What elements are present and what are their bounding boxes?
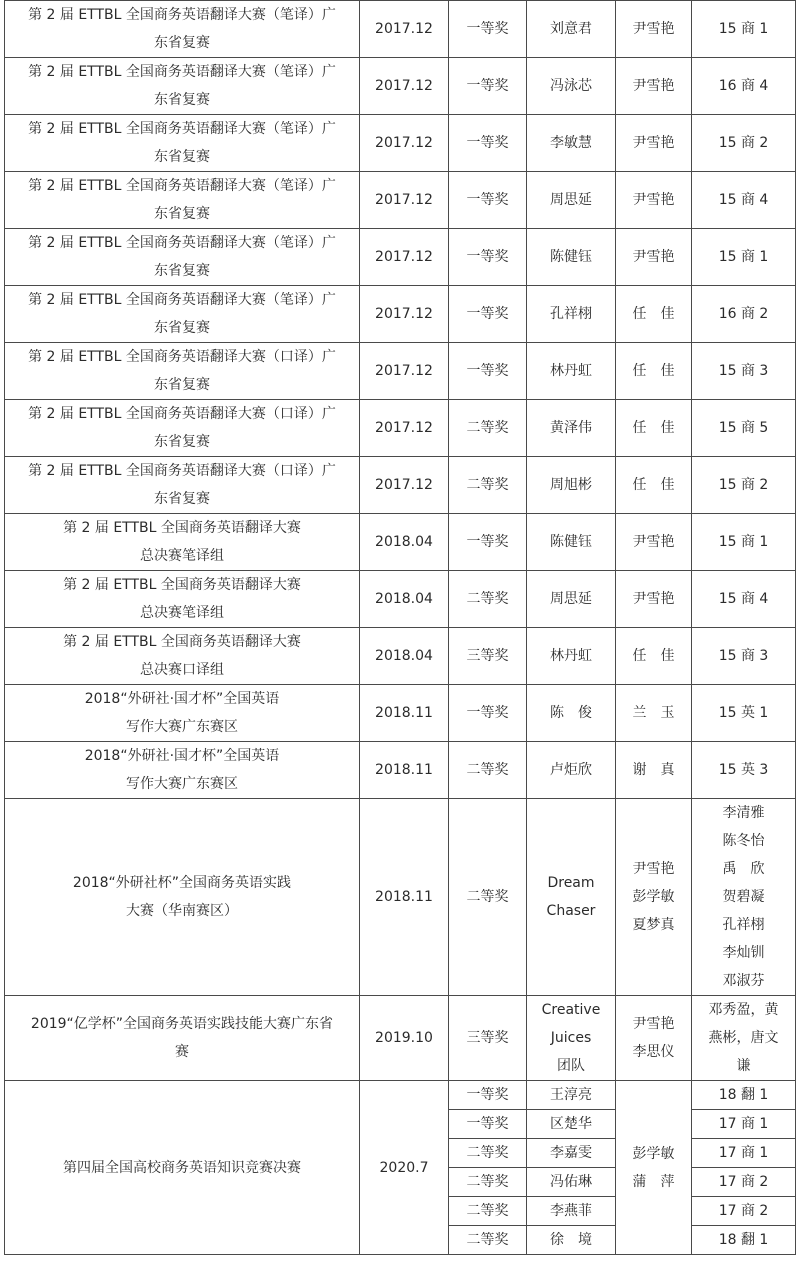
award-cell: 一等奖 xyxy=(449,514,527,571)
competition-cell xyxy=(5,685,360,742)
cell-line: 15 商 3 xyxy=(718,648,769,664)
cell-line: 尹雪艳 xyxy=(632,534,675,550)
class-cell xyxy=(692,628,796,685)
class-cell xyxy=(692,685,796,742)
cell-line: 15 商 4 xyxy=(718,192,769,208)
cell-line: 兰 玉 xyxy=(632,705,675,721)
class-cell xyxy=(692,571,796,628)
cell-line: 第 2 届 ETTBL 全国商务英语翻译大赛 xyxy=(63,634,301,650)
award-cell: 二等奖 xyxy=(449,400,527,457)
cell-line: 15 商 1 xyxy=(718,534,769,550)
table-row xyxy=(5,628,796,685)
table-row xyxy=(5,996,796,1081)
winner-cell xyxy=(527,628,616,685)
table-row xyxy=(5,514,796,571)
advisor-cell xyxy=(616,685,692,742)
cell-line: 东省复赛 xyxy=(154,434,210,450)
award-cell: 二等奖 xyxy=(449,799,527,996)
award-cell: 二等奖 xyxy=(449,571,527,628)
cell-line: 东省复赛 xyxy=(154,149,210,165)
cell-line: 邓秀盈，黄 xyxy=(708,1002,779,1018)
cell-line: 第 2 届 ETTBL 全国商务英语翻译大赛 xyxy=(63,520,301,536)
table-row xyxy=(5,457,796,514)
competition-cell xyxy=(5,1,360,58)
cell-line: 东省复赛 xyxy=(154,491,210,507)
table-row xyxy=(5,742,796,799)
date-cell: 2019.10 xyxy=(360,996,449,1081)
cell-line: 第 2 届 ETTBL 全国商务英语翻译大赛（笔译）广 xyxy=(28,292,336,308)
advisor-cell xyxy=(616,229,692,286)
advisor-cell xyxy=(616,571,692,628)
winner-cell xyxy=(527,115,616,172)
class-cell: 18 翻 1 xyxy=(692,1226,796,1255)
awards-table-body xyxy=(5,1,796,1255)
advisor-cell xyxy=(616,400,692,457)
cell-line: 赛 xyxy=(175,1044,189,1060)
class-cell xyxy=(692,229,796,286)
cell-line: 陈冬怡 xyxy=(722,833,765,849)
cell-line: 总决赛笔译组 xyxy=(140,548,224,564)
award-cell: 一等奖 xyxy=(449,1,527,58)
cell-line: 16 商 2 xyxy=(718,306,769,322)
competition-cell xyxy=(5,343,360,400)
advisor-cell xyxy=(616,628,692,685)
cell-line: 东省复赛 xyxy=(154,377,210,393)
date-cell: 2017.12 xyxy=(360,229,449,286)
cell-line: 第 2 届 ETTBL 全国商务英语翻译大赛（笔译）广 xyxy=(28,178,336,194)
cell-line: 尹雪艳 xyxy=(632,249,675,265)
cell-line: 任 佳 xyxy=(632,306,675,322)
table-row xyxy=(5,400,796,457)
competition-cell xyxy=(5,742,360,799)
winner-cell xyxy=(527,400,616,457)
date-cell: 2018.04 xyxy=(360,628,449,685)
award-cell: 一等奖 xyxy=(449,58,527,115)
cell-line: 蒲 萍 xyxy=(632,1173,675,1190)
cell-line: 尹雪艳 xyxy=(632,1016,675,1032)
cell-line: Chaser xyxy=(546,903,596,919)
cell-line: 15 英 3 xyxy=(718,762,769,778)
winner-cell xyxy=(527,799,616,996)
award-cell: 二等奖 xyxy=(449,1139,527,1168)
winner-cell xyxy=(527,571,616,628)
date-cell: 2018.11 xyxy=(360,742,449,799)
winner-cell: 王淳亮 xyxy=(527,1081,616,1110)
award-cell: 一等奖 xyxy=(449,115,527,172)
cell-line: 尹雪艳 xyxy=(632,21,675,37)
advisor-cell xyxy=(616,1081,692,1255)
advisor-cell xyxy=(616,58,692,115)
winner-cell: 冯佑琳 xyxy=(527,1168,616,1197)
winner-cell xyxy=(527,514,616,571)
cell-line: 周思延 xyxy=(550,591,592,607)
cell-line: 周旭彬 xyxy=(550,477,592,493)
cell-line: 黄泽伟 xyxy=(550,420,592,436)
date-cell: 2017.12 xyxy=(360,286,449,343)
cell-line: 东省复赛 xyxy=(154,92,210,108)
award-cell: 二等奖 xyxy=(449,457,527,514)
award-cell: 一等奖 xyxy=(449,286,527,343)
cell-line: 任 佳 xyxy=(632,363,675,379)
cell-line: 2018“外研社·国才杯”全国英语 xyxy=(84,748,280,764)
winner-cell xyxy=(527,343,616,400)
class-cell xyxy=(692,115,796,172)
table-row xyxy=(5,172,796,229)
winner-cell xyxy=(527,1,616,58)
competition-cell xyxy=(5,400,360,457)
cell-line: 15 商 4 xyxy=(718,591,769,607)
cell-line: 谢 真 xyxy=(632,762,675,778)
cell-line: 任 佳 xyxy=(632,648,675,664)
cell-line: 李灿钏 xyxy=(722,945,765,961)
cell-line: 15 商 1 xyxy=(718,21,769,37)
cell-line: 周思延 xyxy=(550,192,592,208)
award-cell: 一等奖 xyxy=(449,1110,527,1139)
cell-line: 刘意君 xyxy=(550,21,592,37)
date-cell: 2018.04 xyxy=(360,514,449,571)
table-row xyxy=(5,1081,796,1110)
advisor-cell xyxy=(616,996,692,1081)
date-cell: 2017.12 xyxy=(360,1,449,58)
class-cell xyxy=(692,799,796,996)
advisor-cell xyxy=(616,742,692,799)
winner-cell: 李嘉雯 xyxy=(527,1139,616,1168)
awards-table xyxy=(4,0,796,1255)
class-cell xyxy=(692,457,796,514)
winner-cell: 区楚华 xyxy=(527,1110,616,1139)
cell-line: 李清雅 xyxy=(722,805,765,821)
cell-line: 尹雪艳 xyxy=(632,78,675,94)
cell-line: 贺碧凝 xyxy=(722,889,765,905)
date-cell: 2018.11 xyxy=(360,685,449,742)
cell-line: 冯泳芯 xyxy=(550,78,592,94)
cell-line: 15 商 3 xyxy=(718,363,769,379)
table-row xyxy=(5,115,796,172)
competition-cell xyxy=(5,229,360,286)
award-cell: 一等奖 xyxy=(449,343,527,400)
competition-cell xyxy=(5,457,360,514)
cell-line: 第 2 届 ETTBL 全国商务英语翻译大赛 xyxy=(63,577,301,593)
cell-line: 15 商 2 xyxy=(718,477,769,493)
cell-line: 尹雪艳 xyxy=(632,192,675,208)
class-cell xyxy=(692,514,796,571)
advisor-cell xyxy=(616,799,692,996)
cell-line: 孔祥栩 xyxy=(722,917,765,933)
cell-line: 任 佳 xyxy=(632,477,675,493)
cell-line: 夏梦真 xyxy=(632,917,675,933)
advisor-cell xyxy=(616,115,692,172)
table-row xyxy=(5,685,796,742)
competition-cell xyxy=(5,571,360,628)
competition-cell xyxy=(5,115,360,172)
cell-line: 彭学敏 xyxy=(632,1145,675,1162)
date-cell: 2017.12 xyxy=(360,400,449,457)
winner-cell xyxy=(527,286,616,343)
cell-line: 15 商 5 xyxy=(718,420,769,436)
cell-line: 谦 xyxy=(736,1058,751,1074)
award-cell: 三等奖 xyxy=(449,628,527,685)
cell-line: 团队 xyxy=(557,1058,585,1074)
cell-line: 15 商 2 xyxy=(718,135,769,151)
class-cell: 17 商 1 xyxy=(692,1139,796,1168)
winner-cell xyxy=(527,996,616,1081)
cell-line: 李敏慧 xyxy=(550,135,592,151)
cell-line: 2019“亿学杯”全国商务英语实践技能大赛广东省 xyxy=(30,1016,334,1032)
table-row xyxy=(5,1,796,58)
cell-line: 林丹虹 xyxy=(550,363,592,379)
table-row xyxy=(5,229,796,286)
award-cell: 二等奖 xyxy=(449,1226,527,1255)
advisor-cell xyxy=(616,514,692,571)
winner-cell: 李燕菲 xyxy=(527,1197,616,1226)
cell-line: 第 2 届 ETTBL 全国商务英语翻译大赛（笔译）广 xyxy=(28,235,336,251)
class-cell: 17 商 1 xyxy=(692,1110,796,1139)
class-cell xyxy=(692,343,796,400)
cell-line: 东省复赛 xyxy=(154,263,210,279)
competition-cell: 第四届全国高校商务英语知识竞赛决赛 xyxy=(5,1081,360,1255)
cell-line: Creative xyxy=(541,1002,601,1018)
cell-line: 彭学敏 xyxy=(632,889,675,905)
advisor-cell xyxy=(616,457,692,514)
award-cell: 一等奖 xyxy=(449,172,527,229)
cell-line: 写作大赛广东赛区 xyxy=(126,719,238,735)
award-cell: 一等奖 xyxy=(449,229,527,286)
cell-line: 大赛（华南赛区） xyxy=(126,903,238,919)
cell-line: 第 2 届 ETTBL 全国商务英语翻译大赛（笔译）广 xyxy=(28,7,336,23)
advisor-cell xyxy=(616,343,692,400)
date-cell: 2017.12 xyxy=(360,115,449,172)
cell-line: 15 商 1 xyxy=(718,249,769,265)
cell-line: 尹雪艳 xyxy=(632,135,675,151)
cell-line: 东省复赛 xyxy=(154,35,210,51)
cell-line: 尹雪艳 xyxy=(632,591,675,607)
class-cell: 18 翻 1 xyxy=(692,1081,796,1110)
cell-line: 写作大赛广东赛区 xyxy=(126,776,238,792)
class-cell: 17 商 2 xyxy=(692,1168,796,1197)
date-cell: 2017.12 xyxy=(360,58,449,115)
advisor-cell xyxy=(616,172,692,229)
date-cell: 2018.04 xyxy=(360,571,449,628)
date-cell: 2017.12 xyxy=(360,343,449,400)
table-row xyxy=(5,286,796,343)
cell-line: 总决赛笔译组 xyxy=(140,605,224,621)
cell-line: Dream xyxy=(547,875,595,891)
class-cell xyxy=(692,996,796,1081)
advisor-cell xyxy=(616,1,692,58)
competition-cell xyxy=(5,628,360,685)
competition-cell xyxy=(5,996,360,1081)
class-cell xyxy=(692,58,796,115)
competition-cell xyxy=(5,286,360,343)
award-cell: 二等奖 xyxy=(449,742,527,799)
winner-cell xyxy=(527,685,616,742)
cell-line: 禹 欣 xyxy=(722,861,765,877)
advisor-cell xyxy=(616,286,692,343)
award-cell: 二等奖 xyxy=(449,1168,527,1197)
table-row xyxy=(5,799,796,996)
cell-line: 李思仪 xyxy=(632,1044,675,1060)
cell-line: 陈健钰 xyxy=(550,249,592,265)
date-cell: 2020.7 xyxy=(360,1081,449,1255)
winner-cell xyxy=(527,229,616,286)
cell-line: 15 英 1 xyxy=(718,705,769,721)
cell-line: 第 2 届 ETTBL 全国商务英语翻译大赛（口译）广 xyxy=(28,349,336,365)
cell-line: 邓淑芬 xyxy=(722,973,765,989)
award-cell: 一等奖 xyxy=(449,685,527,742)
cell-line: 第 2 届 ETTBL 全国商务英语翻译大赛（笔译）广 xyxy=(28,121,336,137)
cell-line: 林丹虹 xyxy=(550,648,592,664)
cell-line: 2018“外研社·国才杯”全国英语 xyxy=(84,691,280,707)
winner-cell xyxy=(527,457,616,514)
cell-line: 第 2 届 ETTBL 全国商务英语翻译大赛（口译）广 xyxy=(28,463,336,479)
winner-cell xyxy=(527,172,616,229)
award-cell: 二等奖 xyxy=(449,1197,527,1226)
cell-line: 第 2 届 ETTBL 全国商务英语翻译大赛（口译）广 xyxy=(28,406,336,422)
cell-line: 孔祥栩 xyxy=(550,306,592,322)
cell-line: 陈健钰 xyxy=(550,534,592,550)
cell-line: Juices xyxy=(550,1030,592,1046)
winner-cell xyxy=(527,742,616,799)
class-cell: 17 商 2 xyxy=(692,1197,796,1226)
class-cell xyxy=(692,172,796,229)
competition-cell xyxy=(5,799,360,996)
competition-cell xyxy=(5,172,360,229)
cell-line: 陈 俊 xyxy=(550,705,592,721)
table-row xyxy=(5,58,796,115)
table-row xyxy=(5,343,796,400)
class-cell xyxy=(692,1,796,58)
winner-cell xyxy=(527,58,616,115)
winner-cell: 徐 境 xyxy=(527,1226,616,1255)
cell-line: 东省复赛 xyxy=(154,320,210,336)
cell-line: 尹雪艳 xyxy=(632,861,675,877)
cell-line: 第 2 届 ETTBL 全国商务英语翻译大赛（笔译）广 xyxy=(28,64,336,80)
cell-line: 燕彬，唐文 xyxy=(708,1030,779,1046)
date-cell: 2017.12 xyxy=(360,172,449,229)
table-row xyxy=(5,571,796,628)
cell-line: 卢炬欣 xyxy=(550,762,592,778)
cell-line: 2018“外研社杯”全国商务英语实践 xyxy=(72,875,292,891)
date-cell: 2018.11 xyxy=(360,799,449,996)
award-cell: 一等奖 xyxy=(449,1081,527,1110)
award-cell: 三等奖 xyxy=(449,996,527,1081)
cell-line: 东省复赛 xyxy=(154,206,210,222)
cell-line: 任 佳 xyxy=(632,420,675,436)
date-cell: 2017.12 xyxy=(360,457,449,514)
class-cell xyxy=(692,400,796,457)
cell-line: 16 商 4 xyxy=(718,78,769,94)
competition-cell xyxy=(5,58,360,115)
cell-line: 总决赛口译组 xyxy=(140,662,224,678)
class-cell xyxy=(692,286,796,343)
competition-cell xyxy=(5,514,360,571)
class-cell xyxy=(692,742,796,799)
